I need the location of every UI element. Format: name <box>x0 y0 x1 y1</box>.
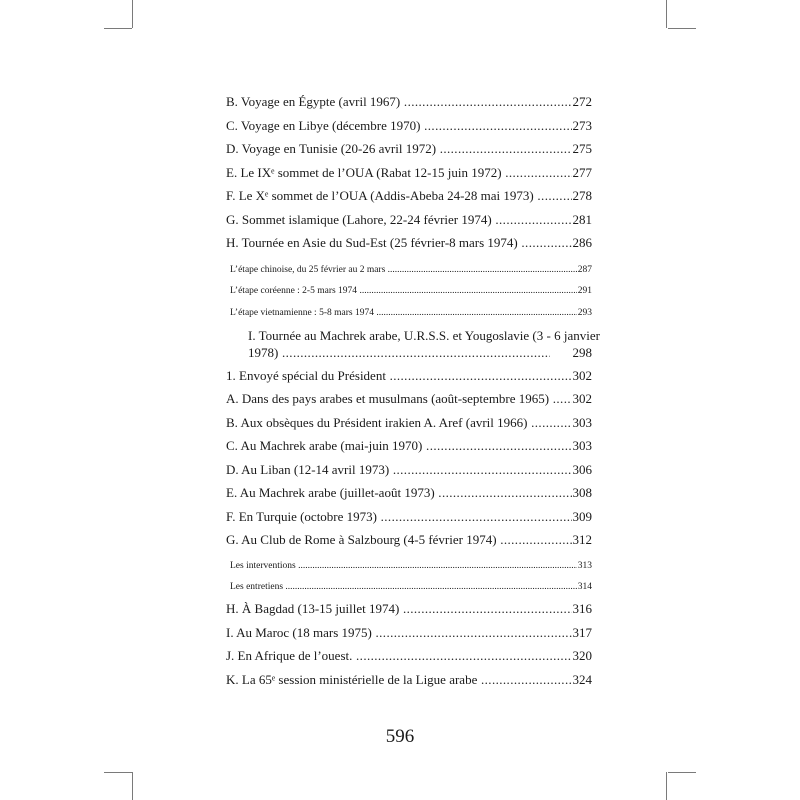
toc-entry-wrapped <box>226 327 600 361</box>
page-number: 596 <box>385 726 415 747</box>
toc-entry-page: 286 <box>572 235 592 250</box>
toc-entry-title: I. Au Maroc (18 mars 1975) ..... <box>226 625 592 640</box>
toc-entry <box>226 532 592 548</box>
toc-entry <box>226 415 592 431</box>
toc-entry <box>226 188 592 204</box>
crop-mark-left-bottom <box>104 772 132 773</box>
toc-entry-page: 303 <box>572 438 592 454</box>
toc-entry-title: J. En Afrique de l’ouest. ..... <box>226 648 592 663</box>
toc-entry <box>226 235 592 251</box>
toc-entry <box>230 558 592 574</box>
toc-entry-page: 302 <box>572 367 592 383</box>
toc-entry-title-line2: 1978) ..... <box>248 345 592 360</box>
toc-entry <box>226 462 592 478</box>
toc-entry-page: 291 <box>577 283 592 299</box>
toc-entry-title: K. La 65ᵉ session ministérielle de la Ligue arabe ..... <box>226 672 592 687</box>
toc-entry-page: 316 <box>572 601 592 616</box>
toc-entry <box>226 601 592 617</box>
toc-entry-page: 293 <box>577 305 592 321</box>
toc-entry-page: 308 <box>572 485 592 501</box>
toc-entry <box>226 368 592 384</box>
toc-entry-title: G. Au Club de Rome à Salzbourg (4-5 février 1974) ..... <box>226 532 592 547</box>
toc-entry-page: 317 <box>572 624 592 640</box>
toc-entry-page: 306 <box>572 461 592 477</box>
toc-entry-title: L’étape vietnamienne : 5-8 mars 1974 ..... <box>230 308 592 318</box>
toc-entry-title: L’étape coréenne : 2-5 mars 1974 ..... <box>230 286 592 296</box>
toc-entry-title: Les interventions ..... <box>230 561 592 571</box>
crop-mark-right-bottom <box>668 772 696 773</box>
toc-entry <box>226 391 592 407</box>
toc-entry-page: 303 <box>572 414 592 430</box>
toc-entry-page: 314 <box>577 579 592 595</box>
table-of-contents <box>226 92 600 702</box>
toc-entry-title: L’étape chinoise, du 25 février au 2 mars ..... <box>230 265 592 275</box>
toc-entry-continuation <box>226 344 592 361</box>
toc-entry-page: 287 <box>577 262 592 278</box>
toc-entry-page: 309 <box>572 508 592 524</box>
toc-entry-title: A. Dans des pays arabes et musulmans (août-septembre 1965) ..... <box>226 391 592 406</box>
toc-entry <box>230 305 592 321</box>
toc-entry-page: 273 <box>572 117 592 133</box>
toc-entry <box>226 94 592 110</box>
toc-entry <box>226 509 592 525</box>
toc-entry <box>226 212 592 228</box>
toc-entry-title: F. Le Xᵉ sommet de l’OUA (Addis-Abeba 24-28 mai 1973) ..... <box>226 188 592 203</box>
toc-entry <box>226 118 592 134</box>
crop-mark-left-top <box>104 28 132 29</box>
toc-entry-title: E. Au Machrek arabe (juillet-août 1973) ..... <box>226 485 592 500</box>
toc-entry-page: 278 <box>572 188 592 203</box>
toc-entry-title: D. Voyage en Tunisie (20-26 avril 1972) ..... <box>226 141 592 156</box>
toc-entry <box>230 283 592 299</box>
toc-entry <box>226 625 592 641</box>
toc-entry-title-line1: I. Tournée au Machrek arabe, U.R.S.S. et Yougoslavie (3 - 6 janvier <box>248 327 600 343</box>
toc-entry-page: 312 <box>572 532 592 548</box>
toc-entry-title: H. À Bagdad (13-15 juillet 1974) ..... <box>226 601 592 616</box>
toc-entry-title: E. Le IXᵉ sommet de l’OUA (Rabat 12-15 juin 1972) ..... <box>226 165 592 180</box>
toc-entry <box>226 672 592 688</box>
toc-entry <box>226 141 592 157</box>
toc-entry <box>230 262 592 278</box>
toc-entry-page: 277 <box>572 164 592 180</box>
toc-entry-page: 324 <box>572 671 592 687</box>
toc-entry-title: C. Au Machrek arabe (mai-juin 1970) ..... <box>226 438 592 453</box>
crop-mark-bottom-left <box>132 772 133 800</box>
toc-entry-title: B. Aux obsèques du Président irakien A. Aref (avril 1966) ..... <box>226 415 592 430</box>
toc-entry-page: 272 <box>572 94 592 109</box>
toc-entry-title: D. Au Liban (12-14 avril 1973) ..... <box>226 462 592 477</box>
crop-mark-bottom-right <box>666 772 667 800</box>
toc-entry-page: 275 <box>572 141 592 156</box>
toc-entry <box>226 438 592 454</box>
toc-entry-page: 302 <box>572 391 592 407</box>
toc-entry <box>226 165 592 181</box>
toc-entry-title: 1. Envoyé spécial du Président ..... <box>226 368 592 383</box>
toc-entry-page: 313 <box>577 558 592 574</box>
crop-mark-top-left <box>132 0 133 28</box>
toc-entry-title: H. Tournée en Asie du Sud-Est (25 février-8 mars 1974) ..... <box>226 235 592 250</box>
toc-entry-title: Les entretiens ..... <box>230 582 592 592</box>
toc-entry-title: C. Voyage en Libye (décembre 1970) ..... <box>226 118 592 133</box>
toc-entry-page: 320 <box>572 648 592 663</box>
toc-entry <box>226 485 592 501</box>
crop-mark-top-right <box>666 0 667 28</box>
toc-entry <box>226 648 592 664</box>
toc-entry <box>230 579 592 595</box>
toc-entry-page: 298 <box>550 344 593 361</box>
toc-entry-title: F. En Turquie (octobre 1973) ..... <box>226 509 592 524</box>
toc-entry-title: G. Sommet islamique (Lahore, 22-24 février 1974) ..... <box>226 212 592 227</box>
toc-entry-page: 281 <box>572 211 592 227</box>
crop-mark-right-top <box>668 28 696 29</box>
toc-entry-title: B. Voyage en Égypte (avril 1967) ..... <box>226 94 592 109</box>
